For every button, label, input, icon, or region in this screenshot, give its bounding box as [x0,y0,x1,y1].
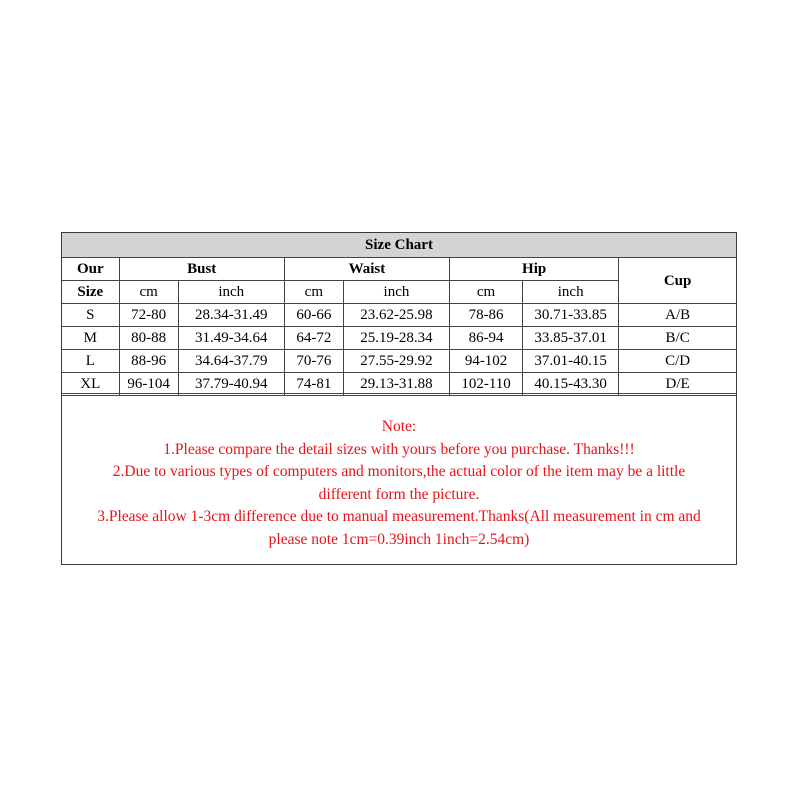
unit-bust-cm: cm [119,281,178,304]
waist-cm-cell: 70-76 [284,350,343,373]
hip-inch-cell: 33.85-37.01 [523,327,619,350]
bust-inch-cell: 31.49-34.64 [178,327,284,350]
bust-inch-cell: 28.34-31.49 [178,304,284,327]
unit-hip-inch: inch [523,281,619,304]
cup-cell: C/D [619,350,736,373]
unit-hip-cm: cm [450,281,523,304]
hip-cm-cell: 94-102 [450,350,523,373]
table-title: Size Chart [62,233,736,258]
waist-inch-cell: 29.13-31.88 [343,373,449,396]
notes-section [62,393,736,564]
waist-inch-cell: 23.62-25.98 [343,304,449,327]
hip-cm-cell: 102-110 [450,373,523,396]
table-row [62,304,736,327]
note-line-3b: please note 1cm=0.39inch 1inch=2.54cm) [268,530,530,548]
waist-cm-cell: 60-66 [284,304,343,327]
cup-cell: A/B [619,304,736,327]
waist-inch-cell: 25.19-28.34 [343,327,449,350]
size-chart [61,232,737,565]
table-row [62,327,736,350]
unit-waist-cm: cm [284,281,343,304]
unit-bust-inch: inch [178,281,284,304]
note-line-1: 1.Please compare the detail sizes with yours before you purchase. Thanks!!! [163,440,635,458]
note-line-3a: 3.Please allow 1-3cm difference due to manual measurement.Thanks(All measurement in cm and [97,508,701,525]
waist-cm-cell: 74-81 [284,373,343,396]
waist-inch-cell: 27.55-29.92 [343,350,449,373]
table-row [62,350,736,373]
header-bust: Bust [119,258,284,281]
note-line-2a: 2.Due to various types of computers and monitors,the actual color of the item may be a little [112,463,686,480]
bust-cm-cell: 80-88 [119,327,178,350]
cup-cell: B/C [619,327,736,350]
header-waist: Waist [284,258,449,281]
bust-cm-cell: 72-80 [119,304,178,327]
hip-cm-cell: 78-86 [450,304,523,327]
header-hip: Hip [450,258,619,281]
hip-inch-cell: 40.15-43.30 [523,373,619,396]
note-line-2b: different form the picture. [318,485,480,503]
hip-cm-cell: 86-94 [450,327,523,350]
header-our: Our [62,258,119,281]
size-cell: XL [62,373,119,396]
cup-cell: D/E [619,373,736,396]
size-cell: M [62,327,119,350]
size-cell: S [62,304,119,327]
waist-cm-cell: 64-72 [284,327,343,350]
bust-cm-cell: 96-104 [119,373,178,396]
unit-waist-inch: inch [343,281,449,304]
header-cup: Cup [619,258,736,304]
bust-inch-cell: 34.64-37.79 [178,350,284,373]
hip-inch-cell: 30.71-33.85 [523,304,619,327]
bust-cm-cell: 88-96 [119,350,178,373]
hip-inch-cell: 37.01-40.15 [523,350,619,373]
bust-inch-cell: 37.79-40.94 [178,373,284,396]
size-table [62,233,736,396]
note-heading: Note: [381,418,417,435]
size-cell: L [62,350,119,373]
header-size: Size [62,281,119,304]
